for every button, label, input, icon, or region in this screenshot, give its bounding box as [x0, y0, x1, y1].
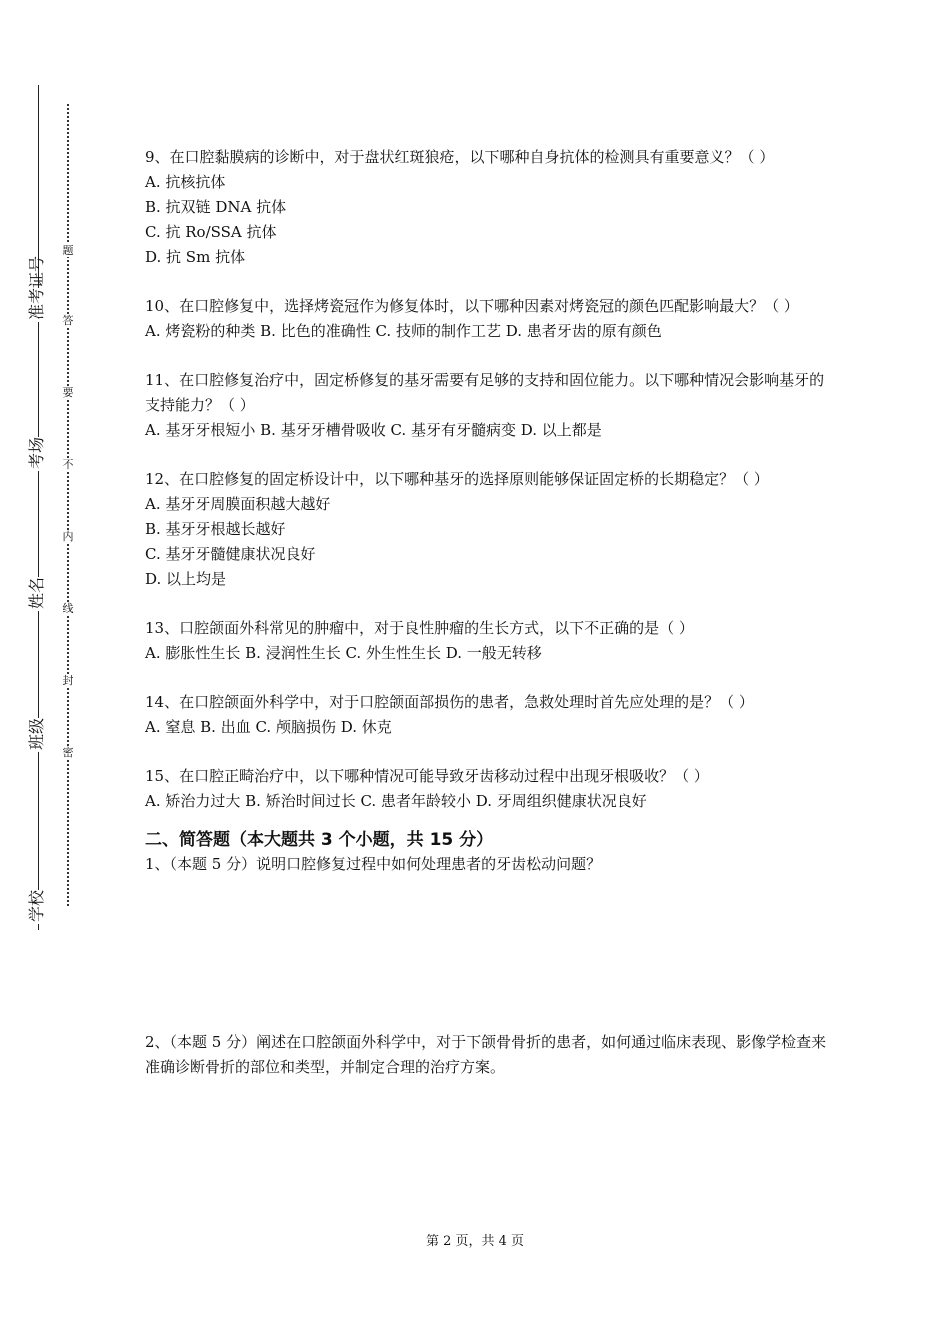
option: C. 抗 Ro/SSA 抗体 [145, 223, 277, 241]
exam-content [145, 145, 835, 1080]
option: C. 基牙牙髓健康状况良好 [145, 545, 316, 563]
field-exam-number: 准考证号 [24, 288, 47, 322]
question-text: 9、在口腔黏膜病的诊断中，对于盘状红斑狼疮，以下哪种自身抗体的检测具有重要意义？（ ） [145, 148, 775, 166]
seal-char: 答 [62, 314, 74, 327]
option: A. 抗核抗体 [145, 173, 226, 191]
field-class: 班级 [24, 718, 47, 752]
question-15 [145, 764, 835, 814]
seal-char: 题 [62, 244, 74, 257]
field-exam-room: 考场 [24, 437, 47, 471]
option-line: A. 膨胀性生长 B. 浸润性生长 C. 外生性生长 D. 一般无转移 [145, 644, 542, 662]
option: B. 抗双链 DNA 抗体 [145, 198, 287, 216]
option: A. 基牙牙周膜面积越大越好 [145, 495, 331, 513]
page-footer: 第 2 页，共 4 页 [425, 1234, 525, 1249]
question-text: 13、口腔颌面外科常见的肿瘤中，对于良性肿瘤的生长方式，以下不正确的是（ ） [145, 619, 694, 637]
short-answer-1: 1、（本题 5 分）说明口腔修复过程中如何处理患者的牙齿松动问题？ [145, 855, 602, 873]
question-11 [145, 368, 835, 443]
option: D. 以上均是 [145, 570, 227, 588]
binding-solid-line [38, 85, 39, 930]
question-text: 10、在口腔修复中，选择烤瓷冠作为修复体时，以下哪种因素对烤瓷冠的颜色匹配影响最大？（ ） [145, 297, 799, 315]
field-name: 姓名 [24, 577, 47, 611]
question-text: 11、在口腔修复治疗中，固定桥修复的基牙需要有足够的支持和固位能力。以下哪种情况会影响基牙的支持能力？（ ） [145, 371, 825, 414]
question-9 [145, 145, 835, 270]
question-14 [145, 690, 835, 740]
seal-char: 封 [62, 674, 74, 687]
option: D. 抗 Sm 抗体 [145, 248, 246, 266]
field-school: 学校 [24, 890, 47, 924]
section-title: 二、简答题（本大题共 3 个小题，共 15 分） [145, 830, 494, 850]
binding-margin [0, 0, 110, 1344]
question-text: 15、在口腔正畸治疗中，以下哪种情况可能导致牙齿移动过程中出现牙根吸收？（ ） [145, 767, 709, 785]
question-12 [145, 467, 835, 592]
seal-char: 内 [62, 530, 74, 543]
short-answer-2: 2、（本题 5 分）阐述在口腔颌面外科学中，对于下颌骨骨折的患者，如何通过临床表现、影像学检查来准确诊断骨折的部位和类型，并制定合理的治疗方案。 [145, 1033, 827, 1076]
option-line: A. 矫治力过大 B. 矫治时间过长 C. 患者年龄较小 D. 牙周组织健康状况良好 [145, 792, 647, 810]
option-line: A. 窒息 B. 出血 C. 颅脑损伤 D. 休克 [145, 718, 392, 736]
option: B. 基牙牙根越长越好 [145, 520, 286, 538]
option-line: A. 烤瓷粉的种类 B. 比色的准确性 C. 技师的制作工艺 D. 患者牙齿的原有颜色 [145, 322, 662, 340]
question-text: 14、在口腔颌面外科学中，对于口腔颌面部损伤的患者，急救处理时首先应处理的是？（ ） [145, 693, 754, 711]
seal-char: 线 [62, 602, 74, 615]
option-line: A. 基牙牙根短小 B. 基牙牙槽骨吸收 C. 基牙有牙髓病变 D. 以上都是 [145, 421, 602, 439]
question-10 [145, 294, 835, 344]
question-text: 12、在口腔修复的固定桥设计中，以下哪种基牙的选择原则能够保证固定桥的长期稳定？（ ） [145, 470, 769, 488]
seal-char: 要 [62, 386, 74, 399]
question-13 [145, 616, 835, 666]
binding-dotted-line [67, 104, 69, 906]
seal-char: 不 [62, 458, 74, 471]
seal-char: 密 [62, 746, 74, 759]
